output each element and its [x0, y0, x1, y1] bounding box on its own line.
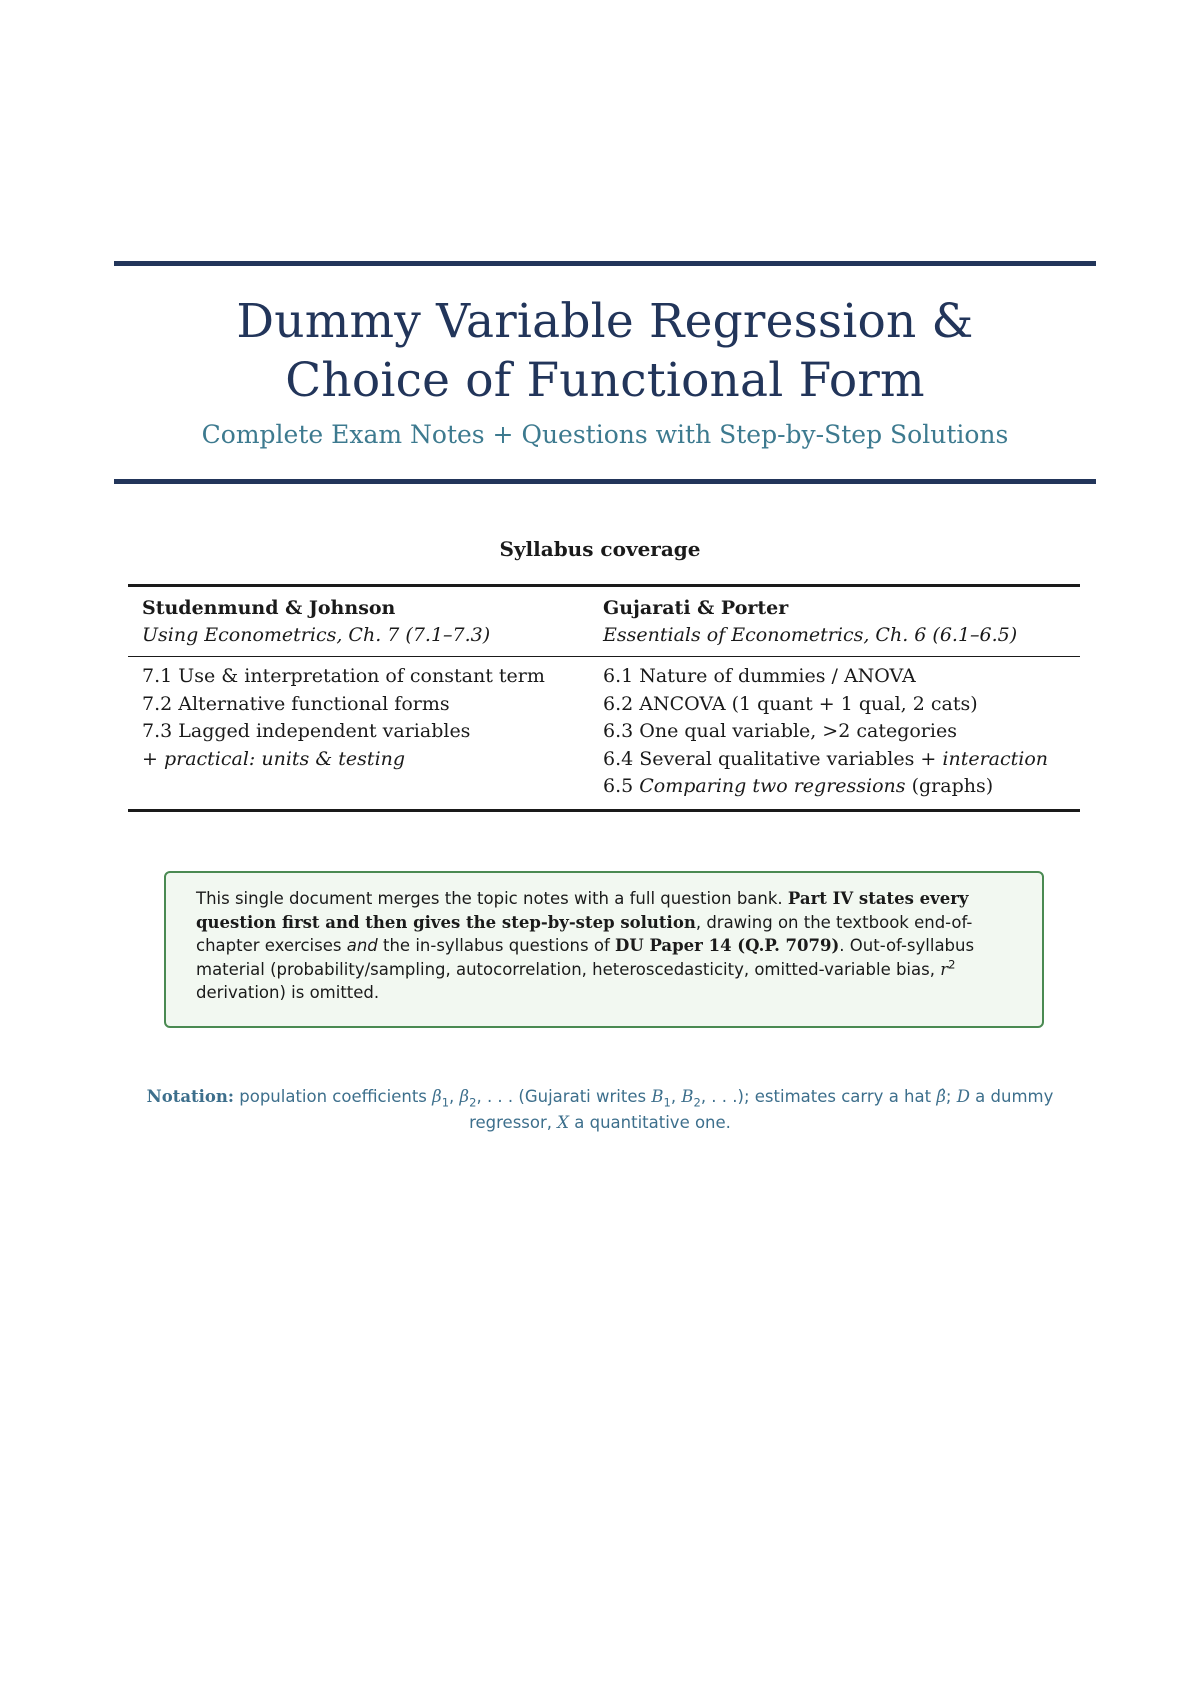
bottom-rule	[114, 479, 1096, 484]
title-line-2: Choice of Functional Form	[285, 353, 925, 408]
list-item-extra: + practical: units & testing	[142, 747, 406, 770]
syllabus-table-body	[128, 657, 1080, 809]
list-item: 7.2 Alternative functional forms	[142, 692, 450, 715]
syllabus-heading: Syllabus coverage	[499, 537, 701, 561]
notation-label: Notation:	[146, 1087, 234, 1106]
list-item: 6.1 Nature of dummies / ANOVA	[603, 665, 916, 687]
left-header	[128, 595, 603, 649]
syllabus-table-header	[128, 587, 1080, 657]
list-item: 7.3 Lagged independent variables	[142, 720, 471, 742]
title-line-1: Dummy Variable Regression &	[236, 294, 974, 349]
info-note-box: This single document merges the topic notes with a full question bank. Part IV states every question first and then gives the step-by-step solution, drawing on the textbook end-of-chapter exercises and the in-syllabus questions of DU Paper 14 (Q.P. 7079). Out-of-syllabus material (probability/sampling, autocorrelation, heteroscedasticity, omitted-variable bias, $r^2$ derivation) is omitted.	[164, 871, 1044, 1028]
left-authors: Studenmund & Johnson	[142, 597, 396, 619]
syllabus-table	[128, 584, 1080, 812]
right-header	[603, 595, 1080, 649]
right-book: Essentials of Econometrics, Ch. 6 (6.1–6.5)	[603, 624, 1018, 646]
page-subtitle: Complete Exam Notes + Questions with Step-by-Step Solutions	[201, 420, 1009, 449]
list-item: 6.4 Several qualitative variables + interaction	[603, 747, 1049, 770]
list-item: 6.3 One qual variable, >2 categories	[603, 720, 957, 742]
left-book: Using Econometrics, Ch. 7 (7.1–7.3)	[142, 624, 491, 646]
right-topics	[603, 663, 1080, 801]
top-rule	[114, 261, 1096, 266]
list-item: 6.5 Comparing two regressions (graphs)	[603, 775, 994, 797]
right-authors: Gujarati & Porter	[603, 597, 789, 619]
left-topics	[128, 663, 603, 801]
page-title	[114, 292, 1096, 410]
list-item: 7.1 Use & interpretation of constant term	[142, 665, 545, 687]
list-item: 6.2 ANCOVA (1 quant + 1 qual, 2 cats)	[603, 692, 978, 715]
notation-note: Notation: population coefficients $\beta_1$, $\beta_2$, . . . (Gujarati writes $B_1$, $B_2$, . . .); estimates carry a hat β̂; D a dummy regressor, X a quantitative one.	[146, 1087, 1054, 1132]
